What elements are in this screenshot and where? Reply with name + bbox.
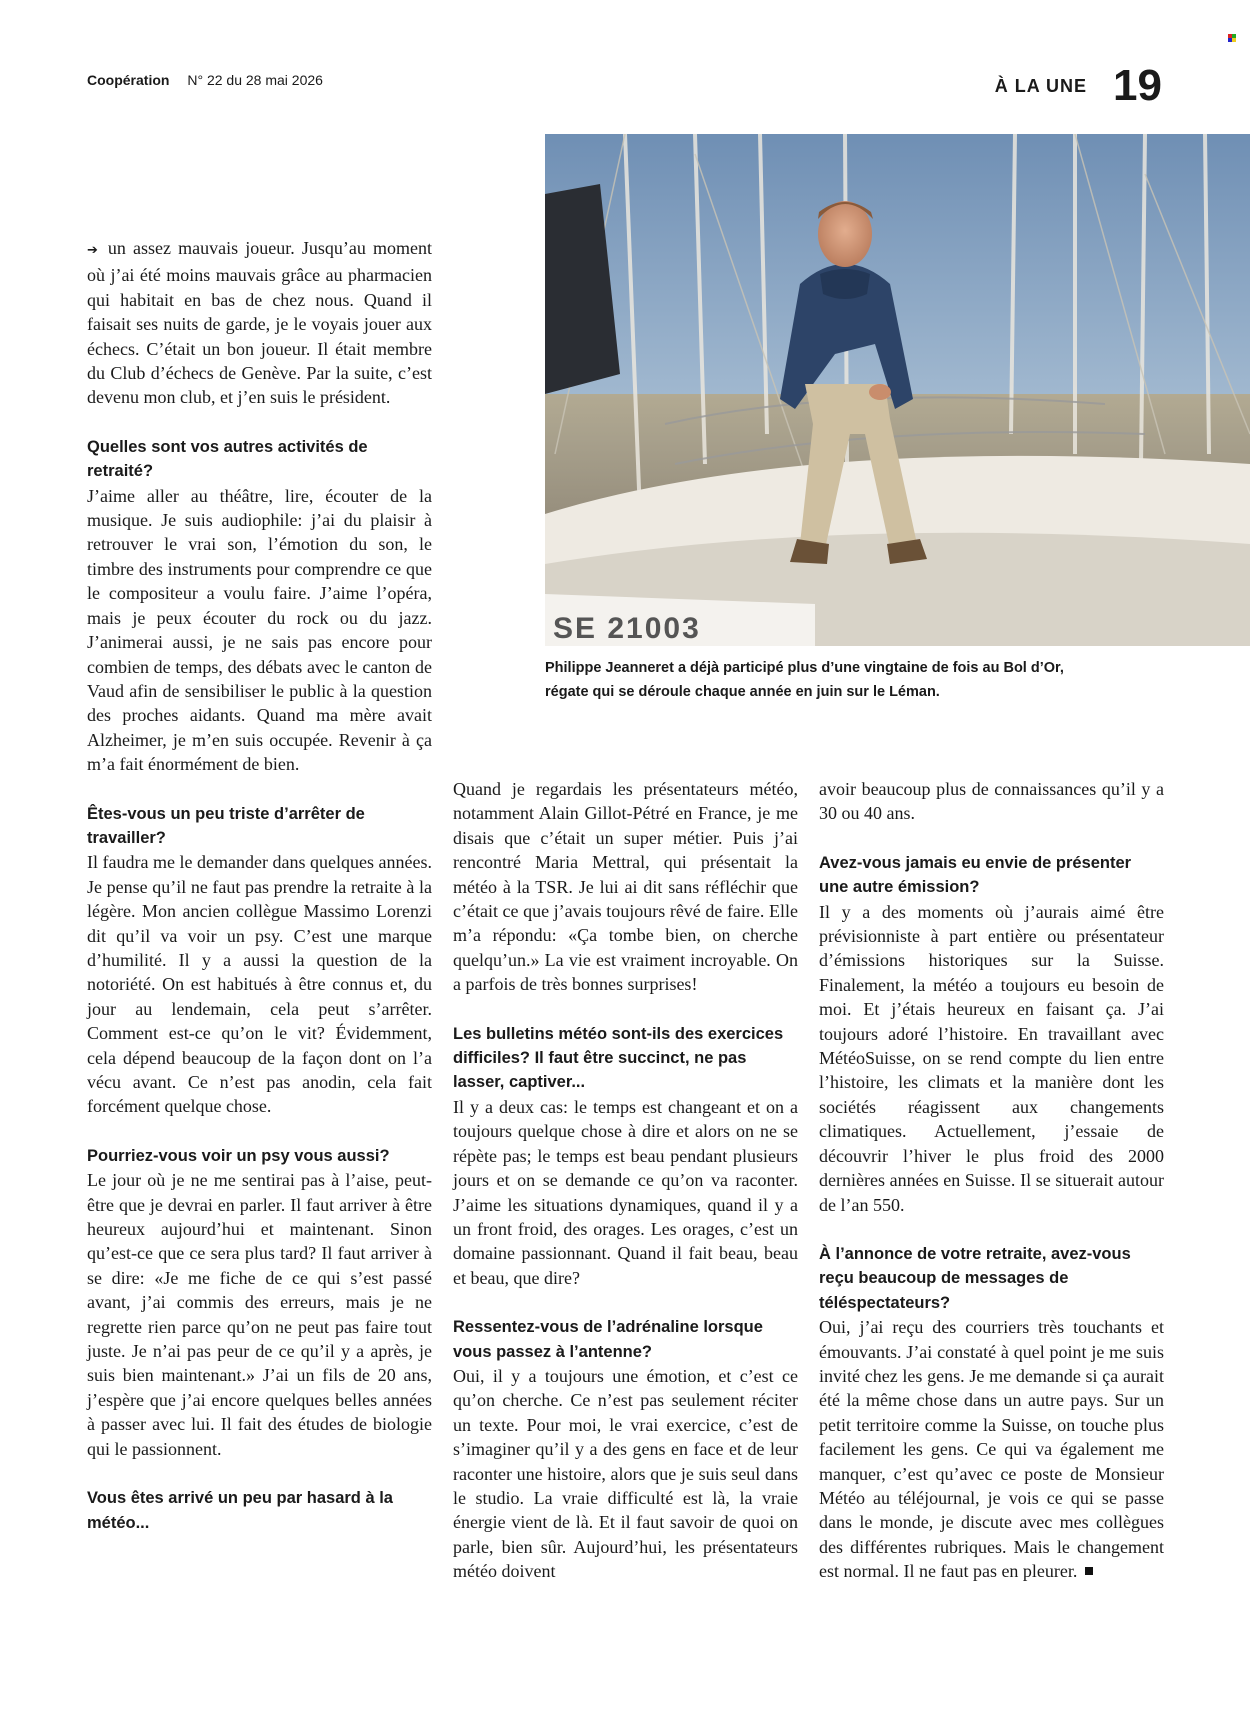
continuation-arrow-icon: ➔	[87, 243, 98, 258]
interview-question: Les bulletins météo sont-ils des exercices difficiles? Il faut être succinct, ne pas lasser, captiver...	[453, 1024, 784, 1092]
interview-answer: J’aime aller au théâtre, lire, écouter de la musique. Je suis audiophile: j’ai du plaisir à retrouver le vrai son, l’émotion du son, le timbre des instruments pour comprendre ce que le compositeur a voulu faire. J’aime l’opéra, mais je peux écouter du rock ou du jazz. J’animerai aussi, je ne sais pas encore pour combien de temps, des débats avec le canton de Vaud afin de sensibiliser le public à la question des proches aidants. Quand ma mère avait Alzheimer, je m’en suis occupée. Revenir à ça m’a fait énormément de bien.	[87, 485, 432, 775]
interview-answer: Quand je regardais les présentateurs météo, notamment Alain Gillot-Pétré en France, je me disais que c’était un super métier. Puis j’ai rencontré Maria Mettral, qui présentait la météo à la TSR. Je lui ai dit sans réfléchir que c’était ce que j’avais toujours rêvé de faire. Elle m’a répondu: «Ça tombe bien, on cherche quelqu’un.» La vie est vraiment incroyable. On a parfois de très bonnes surprises!	[453, 779, 798, 995]
interview-question: Êtes-vous un peu triste d’arrêter de travailler?	[87, 804, 365, 847]
article-column-2	[453, 777, 798, 1584]
running-header	[87, 72, 323, 88]
interview-question: À l’annonce de votre retraite, avez-vous reçu beaucoup de messages de téléspectateurs?	[819, 1244, 1131, 1312]
interview-answer: Il y a des moments où j’aurais aimé être prévisionniste à part entière ou présentateur d’émissions historiques sur la Suisse. Finalement, la météo a toujours eu besoin de moi. Et j’étais heureux en faisant ça. J’ai toujours adoré l’histoire. En travaillant avec MétéoSuisse, on se rend compte du lien entre l’histoire, les climats et la manière dont les sociétés réagissent aux changements climatiques. Actuellement, j’essaie de découvrir l’hiver le plus froid des 2000 dernières années en Suisse. Il se situerait autour de l’an 550.	[819, 901, 1164, 1215]
paragraph-text: un assez mauvais joueur. Jusqu’au moment où j’ai été moins mauvais grâce au pharmacien qui habitait en bas de chez nous. Quand il faisait ses nuits de garde, je le voyais jouer aux échecs. C’était un bon joueur. Il était membre du Club d’échecs de Genève. Par la suite, c’est devenu mon club, et j’en suis le président.	[87, 238, 432, 408]
interview-question: Avez-vous jamais eu envie de présenter une autre émission?	[819, 853, 1132, 897]
end-of-article-icon	[1085, 1567, 1093, 1575]
sailboat-photo-illustration	[545, 134, 1250, 646]
interview-question: Quelles sont vos autres activités de retraité?	[87, 437, 368, 481]
interview-answer: avoir beaucoup plus de connaissances qu’il y a 30 ou 40 ans.	[819, 779, 1164, 824]
interview-question: Ressentez-vous de l’adrénaline lorsque vous passez à l’antenne?	[453, 1318, 763, 1361]
issue-info: N° 22 du 28 mai 2026	[187, 72, 323, 88]
section-title: À LA UNE	[994, 75, 1088, 96]
page-number: 19	[1113, 61, 1162, 110]
interview-answer	[819, 1315, 1164, 1583]
interview-question: Pourriez-vous voir un psy vous aussi?	[87, 1146, 390, 1165]
hull-number: SE 21003	[553, 612, 701, 645]
article-column-3	[819, 777, 1164, 1584]
photo-caption: Philippe Jeanneret a déjà participé plus d’une vingtaine de fois au Bol d’Or, régate qui se déroule chaque année en juin sur le Léman.	[545, 660, 1064, 700]
portrait-photo	[545, 134, 1250, 646]
article-column-1	[87, 236, 432, 1535]
publication-name: Coopération	[87, 72, 170, 88]
interview-answer: Il faudra me le demander dans quelques années. Je pense qu’il ne faut pas prendre la retraite à la légère. Mon ancien collègue Massimo Lorenzi dit qu’il va voir un psy. C’est une marque d’humilité. Il y a aussi la question de la notoriété. On est habitués à être connus et, du jour au lendemain, cela peut s’arrêter. Comment est-ce qu’on le vit? Évidemment, cela dépend beaucoup de la façon dont on l’a vécu avant. Ce n’est pas anodin, cela fait forcément quelque chose.	[87, 852, 432, 1117]
interview-answer: Oui, il y a toujours une émotion, et c’est ce qu’on cherche. Ce n’est pas seulement réciter un texte. Pour moi, le vrai exercice, c’est de s’imaginer qu’il y a des gens en face et de leur raconter une histoire, alors que je suis seul dans le studio. La vraie difficulté est là, la vraie énergie vient de là. Et il faut savoir de quoi on parle, bien sûr. Aujourd’hui, les présentateurs météo doivent	[453, 1365, 798, 1582]
registration-mark-icon	[1228, 34, 1236, 42]
interview-question: Vous êtes arrivé un peu par hasard à la météo...	[87, 1489, 393, 1532]
section-header	[994, 61, 1162, 110]
interview-answer: Il y a deux cas: le temps est changeant et on a toujours quelque chose à dire et alors on ne se répète pas; le temps est beau pendant plusieurs jours et on se demande ce qu’on va raconter. J’aime les situations dynamiques, quand il y a un front froid, des orages. Les orages, c’est un domaine passionnant. Quand il fait beau, beau et beau, que dire?	[453, 1096, 798, 1288]
interview-answer: Le jour où je ne me sentirai pas à l’aise, peut-être que je devrai en parler. Il faut arriver à être heureux aujourd’hui et maintenant. Sinon qu’est-ce que ce sera plus tard? Il faut arriver à se dire: «Je me fiche de ce qui s’est passé avant, j’ai commis des erreurs, mais je ne regrette rien parce qu’on ne peut pas faire tout juste. Je n’ai pas peur de ce qu’il y a après, je suis bien maintenant.» J’ai un fils de 20 ans, j’espère que j’ai encore quelques belles années à passer avec lui. Il fait des études de biologie qui le passionnent.	[87, 1170, 432, 1459]
paragraph	[87, 236, 432, 410]
answer-text: Oui, j’ai reçu des courriers très touchants et émouvants. J’ai constaté à quel point je me suis invité chez les gens. Je me demande si ça aurait été la même chose dans un autre pays. Sur un petit territoire comme la Suisse, on touche plus facilement les gens. Ce qui va également me manquer, c’est qu’avec ce poste de Monsieur Météo au téléjournal, je vois ce qui se passe dans le monde, je discute avec mes collègues des différentes rubriques. Mais le changement est normal. Il ne faut pas en pleurer.	[819, 1317, 1164, 1582]
